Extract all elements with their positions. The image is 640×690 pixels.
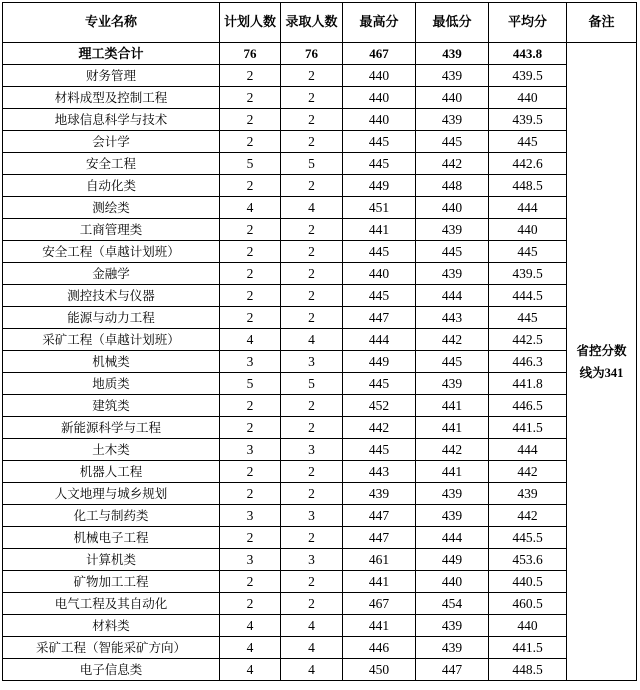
cell-name: 土木类 bbox=[3, 439, 220, 461]
table-row bbox=[3, 307, 637, 329]
cell-name: 建筑类 bbox=[3, 395, 220, 417]
cell-max: 442 bbox=[343, 417, 416, 439]
cell-name: 地球信息科学与技术 bbox=[3, 109, 220, 131]
cell-plan: 2 bbox=[220, 219, 281, 241]
cell-min: 439 bbox=[416, 219, 489, 241]
total-row bbox=[3, 43, 637, 65]
cell-plan: 2 bbox=[220, 263, 281, 285]
header-note: 备注 bbox=[567, 3, 637, 43]
cell-max: 441 bbox=[343, 219, 416, 241]
cell-min: 439 bbox=[416, 637, 489, 659]
cell-admit: 2 bbox=[281, 483, 343, 505]
table-row bbox=[3, 593, 637, 615]
table-row bbox=[3, 527, 637, 549]
header-min: 最低分 bbox=[416, 3, 489, 43]
cell-min: 447 bbox=[416, 659, 489, 681]
table-row bbox=[3, 395, 637, 417]
total-avg: 443.8 bbox=[489, 43, 567, 65]
cell-admit: 5 bbox=[281, 373, 343, 395]
cell-name: 材料成型及控制工程 bbox=[3, 87, 220, 109]
cell-name: 机器人工程 bbox=[3, 461, 220, 483]
cell-avg: 460.5 bbox=[489, 593, 567, 615]
cell-avg: 439.5 bbox=[489, 65, 567, 87]
cell-name: 地质类 bbox=[3, 373, 220, 395]
cell-max: 447 bbox=[343, 527, 416, 549]
cell-min: 445 bbox=[416, 351, 489, 373]
cell-plan: 4 bbox=[220, 659, 281, 681]
cell-avg: 441.5 bbox=[489, 637, 567, 659]
total-min: 439 bbox=[416, 43, 489, 65]
cell-max: 446 bbox=[343, 637, 416, 659]
cell-name: 电气工程及其自动化 bbox=[3, 593, 220, 615]
cell-min: 444 bbox=[416, 285, 489, 307]
table-row bbox=[3, 351, 637, 373]
header-major: 专业名称 bbox=[3, 3, 220, 43]
cell-avg: 440 bbox=[489, 87, 567, 109]
cell-avg: 442 bbox=[489, 461, 567, 483]
cell-min: 444 bbox=[416, 527, 489, 549]
header-plan: 计划人数 bbox=[220, 3, 281, 43]
table-row bbox=[3, 175, 637, 197]
cell-max: 445 bbox=[343, 131, 416, 153]
table-row bbox=[3, 197, 637, 219]
cell-min: 440 bbox=[416, 197, 489, 219]
cell-plan: 2 bbox=[220, 571, 281, 593]
admission-score-table bbox=[2, 2, 637, 681]
cell-min: 442 bbox=[416, 329, 489, 351]
cell-admit: 3 bbox=[281, 351, 343, 373]
cell-plan: 2 bbox=[220, 65, 281, 87]
cell-admit: 5 bbox=[281, 153, 343, 175]
cell-max: 452 bbox=[343, 395, 416, 417]
cell-admit: 4 bbox=[281, 659, 343, 681]
score-table-container bbox=[2, 2, 637, 681]
cell-min: 441 bbox=[416, 461, 489, 483]
cell-plan: 2 bbox=[220, 461, 281, 483]
cell-plan: 2 bbox=[220, 175, 281, 197]
cell-admit: 2 bbox=[281, 219, 343, 241]
cell-max: 441 bbox=[343, 571, 416, 593]
cell-min: 439 bbox=[416, 615, 489, 637]
cell-admit: 4 bbox=[281, 615, 343, 637]
cell-name: 机械类 bbox=[3, 351, 220, 373]
table-row bbox=[3, 65, 637, 87]
cell-min: 439 bbox=[416, 373, 489, 395]
table-row bbox=[3, 439, 637, 461]
cell-avg: 445 bbox=[489, 241, 567, 263]
cell-avg: 441.5 bbox=[489, 417, 567, 439]
cell-admit: 2 bbox=[281, 593, 343, 615]
cell-plan: 2 bbox=[220, 109, 281, 131]
cell-admit: 2 bbox=[281, 285, 343, 307]
cell-max: 445 bbox=[343, 439, 416, 461]
cell-avg: 445 bbox=[489, 131, 567, 153]
cell-max: 467 bbox=[343, 593, 416, 615]
table-row bbox=[3, 483, 637, 505]
cell-name: 化工与制药类 bbox=[3, 505, 220, 527]
cell-admit: 2 bbox=[281, 175, 343, 197]
cell-max: 444 bbox=[343, 329, 416, 351]
table-row bbox=[3, 263, 637, 285]
cell-avg: 446.3 bbox=[489, 351, 567, 373]
cell-max: 440 bbox=[343, 65, 416, 87]
cell-name: 采矿工程（卓越计划班） bbox=[3, 329, 220, 351]
cell-min: 440 bbox=[416, 571, 489, 593]
cell-avg: 444 bbox=[489, 439, 567, 461]
cell-max: 447 bbox=[343, 307, 416, 329]
cell-max: 450 bbox=[343, 659, 416, 681]
cell-max: 440 bbox=[343, 87, 416, 109]
cell-plan: 5 bbox=[220, 153, 281, 175]
cell-name: 能源与动力工程 bbox=[3, 307, 220, 329]
cell-name: 工商管理类 bbox=[3, 219, 220, 241]
table-row bbox=[3, 87, 637, 109]
cell-plan: 3 bbox=[220, 439, 281, 461]
table-row bbox=[3, 417, 637, 439]
cell-avg: 441.8 bbox=[489, 373, 567, 395]
cell-admit: 2 bbox=[281, 461, 343, 483]
table-row bbox=[3, 505, 637, 527]
cell-avg: 440 bbox=[489, 615, 567, 637]
cell-avg: 442.6 bbox=[489, 153, 567, 175]
cell-avg: 445.5 bbox=[489, 527, 567, 549]
cell-admit: 2 bbox=[281, 527, 343, 549]
cell-max: 445 bbox=[343, 153, 416, 175]
cell-plan: 5 bbox=[220, 373, 281, 395]
cell-plan: 2 bbox=[220, 417, 281, 439]
cell-admit: 2 bbox=[281, 131, 343, 153]
cell-min: 443 bbox=[416, 307, 489, 329]
cell-admit: 4 bbox=[281, 637, 343, 659]
cell-min: 442 bbox=[416, 153, 489, 175]
cell-avg: 439.5 bbox=[489, 109, 567, 131]
cell-max: 449 bbox=[343, 175, 416, 197]
cell-max: 445 bbox=[343, 373, 416, 395]
cell-avg: 448.5 bbox=[489, 659, 567, 681]
cell-min: 442 bbox=[416, 439, 489, 461]
cell-min: 448 bbox=[416, 175, 489, 197]
cell-max: 439 bbox=[343, 483, 416, 505]
cell-name: 计算机类 bbox=[3, 549, 220, 571]
cell-name: 矿物加工工程 bbox=[3, 571, 220, 593]
cell-admit: 2 bbox=[281, 395, 343, 417]
cell-admit: 4 bbox=[281, 197, 343, 219]
cell-admit: 2 bbox=[281, 307, 343, 329]
cell-avg: 439.5 bbox=[489, 263, 567, 285]
cell-min: 441 bbox=[416, 417, 489, 439]
cell-plan: 4 bbox=[220, 329, 281, 351]
cell-avg: 444.5 bbox=[489, 285, 567, 307]
cell-max: 449 bbox=[343, 351, 416, 373]
cell-min: 445 bbox=[416, 131, 489, 153]
table-row bbox=[3, 329, 637, 351]
cell-max: 440 bbox=[343, 109, 416, 131]
cell-plan: 2 bbox=[220, 483, 281, 505]
cell-plan: 3 bbox=[220, 505, 281, 527]
cell-avg: 439 bbox=[489, 483, 567, 505]
header-row bbox=[3, 3, 637, 43]
cell-avg: 448.5 bbox=[489, 175, 567, 197]
cell-name: 会计学 bbox=[3, 131, 220, 153]
total-name: 理工类合计 bbox=[3, 43, 220, 65]
cell-min: 454 bbox=[416, 593, 489, 615]
table-row bbox=[3, 615, 637, 637]
header-admit: 录取人数 bbox=[281, 3, 343, 43]
table-row bbox=[3, 637, 637, 659]
cell-plan: 2 bbox=[220, 395, 281, 417]
cell-admit: 2 bbox=[281, 65, 343, 87]
table-row bbox=[3, 109, 637, 131]
cell-min: 449 bbox=[416, 549, 489, 571]
table-row bbox=[3, 659, 637, 681]
total-max: 467 bbox=[343, 43, 416, 65]
table-row bbox=[3, 571, 637, 593]
cell-plan: 4 bbox=[220, 615, 281, 637]
cell-name: 电子信息类 bbox=[3, 659, 220, 681]
table-row bbox=[3, 241, 637, 263]
total-plan: 76 bbox=[220, 43, 281, 65]
cell-min: 439 bbox=[416, 263, 489, 285]
cell-max: 443 bbox=[343, 461, 416, 483]
table-row bbox=[3, 285, 637, 307]
cell-name: 新能源科学与工程 bbox=[3, 417, 220, 439]
cell-admit: 2 bbox=[281, 87, 343, 109]
table-row bbox=[3, 219, 637, 241]
cell-name: 机械电子工程 bbox=[3, 527, 220, 549]
cell-avg: 440.5 bbox=[489, 571, 567, 593]
cell-name: 测绘类 bbox=[3, 197, 220, 219]
cell-min: 439 bbox=[416, 483, 489, 505]
cell-avg: 446.5 bbox=[489, 395, 567, 417]
header-avg: 平均分 bbox=[489, 3, 567, 43]
cell-max: 440 bbox=[343, 263, 416, 285]
cell-min: 439 bbox=[416, 65, 489, 87]
total-admit: 76 bbox=[281, 43, 343, 65]
table-row bbox=[3, 373, 637, 395]
cell-name: 安全工程（卓越计划班） bbox=[3, 241, 220, 263]
cell-avg: 444 bbox=[489, 197, 567, 219]
cell-plan: 2 bbox=[220, 87, 281, 109]
cell-plan: 3 bbox=[220, 549, 281, 571]
cell-name: 安全工程 bbox=[3, 153, 220, 175]
cell-admit: 4 bbox=[281, 329, 343, 351]
cell-avg: 442.5 bbox=[489, 329, 567, 351]
cell-admit: 2 bbox=[281, 109, 343, 131]
cell-max: 445 bbox=[343, 285, 416, 307]
cell-plan: 4 bbox=[220, 637, 281, 659]
cell-plan: 2 bbox=[220, 241, 281, 263]
cell-admit: 2 bbox=[281, 417, 343, 439]
cell-max: 447 bbox=[343, 505, 416, 527]
cell-min: 445 bbox=[416, 241, 489, 263]
cell-min: 440 bbox=[416, 87, 489, 109]
cell-plan: 2 bbox=[220, 527, 281, 549]
table-row bbox=[3, 131, 637, 153]
cell-admit: 3 bbox=[281, 505, 343, 527]
cell-admit: 2 bbox=[281, 241, 343, 263]
cell-name: 人文地理与城乡规划 bbox=[3, 483, 220, 505]
cell-max: 461 bbox=[343, 549, 416, 571]
cell-plan: 2 bbox=[220, 131, 281, 153]
cell-plan: 3 bbox=[220, 351, 281, 373]
header-max: 最高分 bbox=[343, 3, 416, 43]
cell-name: 自动化类 bbox=[3, 175, 220, 197]
cell-name: 采矿工程（智能采矿方向） bbox=[3, 637, 220, 659]
cell-admit: 3 bbox=[281, 549, 343, 571]
cell-avg: 445 bbox=[489, 307, 567, 329]
cell-plan: 2 bbox=[220, 593, 281, 615]
cell-max: 451 bbox=[343, 197, 416, 219]
cell-plan: 2 bbox=[220, 285, 281, 307]
cell-name: 材料类 bbox=[3, 615, 220, 637]
cell-name: 测控技术与仪器 bbox=[3, 285, 220, 307]
cell-avg: 440 bbox=[489, 219, 567, 241]
cell-avg: 442 bbox=[489, 505, 567, 527]
cell-min: 439 bbox=[416, 505, 489, 527]
cell-name: 金融学 bbox=[3, 263, 220, 285]
cell-max: 445 bbox=[343, 241, 416, 263]
cell-name: 财务管理 bbox=[3, 65, 220, 87]
note-cell: 省控分数线为341 bbox=[567, 43, 637, 681]
table-row bbox=[3, 461, 637, 483]
cell-max: 441 bbox=[343, 615, 416, 637]
cell-min: 439 bbox=[416, 109, 489, 131]
cell-admit: 3 bbox=[281, 439, 343, 461]
cell-admit: 2 bbox=[281, 571, 343, 593]
cell-min: 441 bbox=[416, 395, 489, 417]
cell-avg: 453.6 bbox=[489, 549, 567, 571]
cell-plan: 2 bbox=[220, 307, 281, 329]
cell-plan: 4 bbox=[220, 197, 281, 219]
cell-admit: 2 bbox=[281, 263, 343, 285]
table-row bbox=[3, 549, 637, 571]
table-row bbox=[3, 153, 637, 175]
